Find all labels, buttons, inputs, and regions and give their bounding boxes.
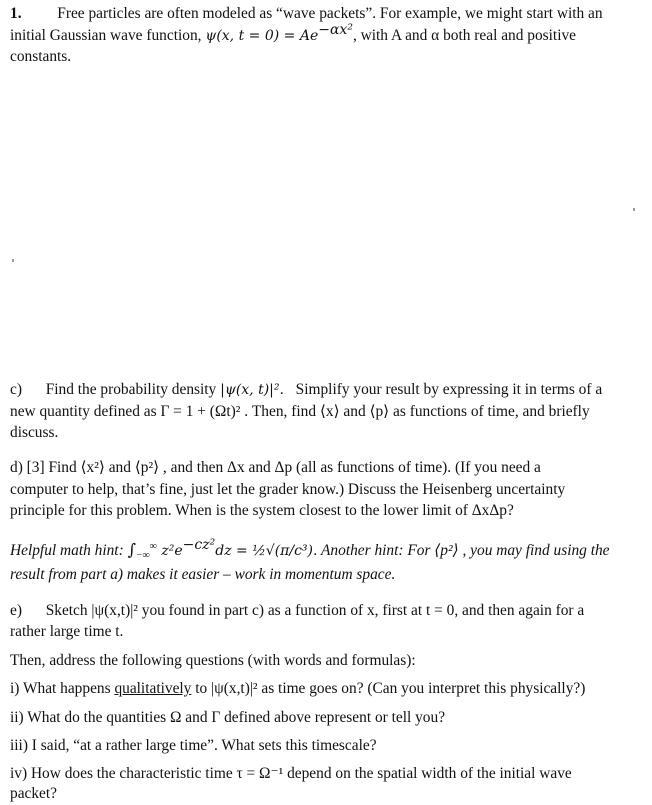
probability-density-formula: |ψ(x, t)|². xyxy=(220,382,284,398)
question-iv-text-1: iv) How does the characteristic time τ = Ω⁻¹ depend on the spatial width of the initial wave xyxy=(10,765,572,782)
part-d-hint-line-1 xyxy=(10,537,610,561)
problem-number: 1. xyxy=(10,5,22,22)
part-c-text-suffix: Simplify your result by expressing it in terms of a xyxy=(295,381,603,398)
wavefunction-exponent: −αx² xyxy=(318,22,353,38)
hint-text-2: result from part a) makes it easier – work in momentum space. xyxy=(10,566,396,583)
question-iii-text: iii) I said, “at a rather large time”. What sets this timescale? xyxy=(10,737,377,754)
scan-speck-right xyxy=(633,208,635,211)
part-c-line-3 xyxy=(10,423,58,443)
problem-intro-line-2 xyxy=(10,22,577,46)
part-d-hint-line-2 xyxy=(10,565,395,585)
part-c-text-prefix: Find the probability density xyxy=(45,381,217,398)
part-c-text-3: discuss. xyxy=(10,424,59,441)
problem-intro-line-3 xyxy=(10,47,71,67)
integral-lower-limit: −∞ xyxy=(135,550,150,561)
integral-result: dz = ½√(π/c³). xyxy=(215,543,318,559)
question-ii-text: ii) What do the quantities Ω and Γ defined above represent or tell you? xyxy=(10,709,446,726)
part-e-line-2 xyxy=(10,622,123,642)
part-c-line-1 xyxy=(10,380,602,400)
part-d-text-2: computer to help, that’s fine, just let the grader know.) Discuss the Heisenberg uncertainty xyxy=(10,481,566,498)
part-d-line-2 xyxy=(10,480,565,500)
intro-text-2-prefix: initial Gaussian wave function, xyxy=(10,27,202,44)
hint-prefix: Helpful math hint: xyxy=(10,542,128,559)
part-e-label: e) xyxy=(10,602,22,619)
question-iv-line-1 xyxy=(10,764,572,784)
question-iv-text-2: packet? xyxy=(10,785,57,802)
integral-upper-limit: ∞ xyxy=(149,541,157,552)
question-i-underlined: qualitatively xyxy=(114,680,192,697)
question-i-prefix: i) What happens xyxy=(10,680,115,697)
scan-speck-left xyxy=(12,259,14,262)
question-iii xyxy=(10,736,377,756)
hint-another: Another hint: For ⟨p²⟩ , you may find using the xyxy=(317,542,610,559)
intro-text-2-suffix: , with A and α both real and positive xyxy=(352,27,577,44)
part-d-text-1: d) [3] Find ⟨x²⟩ and ⟨p²⟩ , and then Δx and Δp (all as functions of time). (If you need a xyxy=(10,459,541,476)
question-iv-line-2 xyxy=(10,784,57,804)
part-c-text-2: new quantity defined as Γ = 1 + (Ωt)² . Then, find ⟨x⟩ and ⟨p⟩ as functions of time, and briefly xyxy=(10,403,590,420)
part-e-line-1 xyxy=(10,601,584,621)
part-d-text-3: principle for this problem. When is the system closest to the lower limit of ΔxΔp? xyxy=(10,502,514,519)
part-e-then xyxy=(10,651,416,671)
question-i-suffix: to |ψ(x,t)|² as time goes on? (Can you interpret this physically?) xyxy=(191,680,586,697)
question-i xyxy=(10,679,585,699)
part-d-line-1 xyxy=(10,458,541,478)
problem-intro-line-1 xyxy=(10,4,603,24)
part-e-text-2: rather large time t. xyxy=(10,623,124,640)
part-e-text-1: Sketch |ψ(x,t)|² you found in part c) as a function of x, first at t = 0, and then again for a xyxy=(45,602,585,619)
part-d-line-3 xyxy=(10,501,514,521)
part-c-line-2 xyxy=(10,402,590,422)
intro-text-3: constants. xyxy=(10,48,72,65)
integrand-exponent: −cz² xyxy=(182,537,216,553)
integrand: z²e xyxy=(156,543,183,559)
part-e-then-text: Then, address the following questions (with words and formulas): xyxy=(10,652,416,669)
integral-sign: ∫ xyxy=(127,540,136,559)
part-c-label: c) xyxy=(10,381,22,398)
intro-text-1: Free particles are often modeled as “wave packets”. For example, we might start with an xyxy=(57,5,603,22)
question-ii xyxy=(10,708,445,728)
wavefunction-formula: ψ(x, t = 0) = Ae xyxy=(205,28,319,44)
